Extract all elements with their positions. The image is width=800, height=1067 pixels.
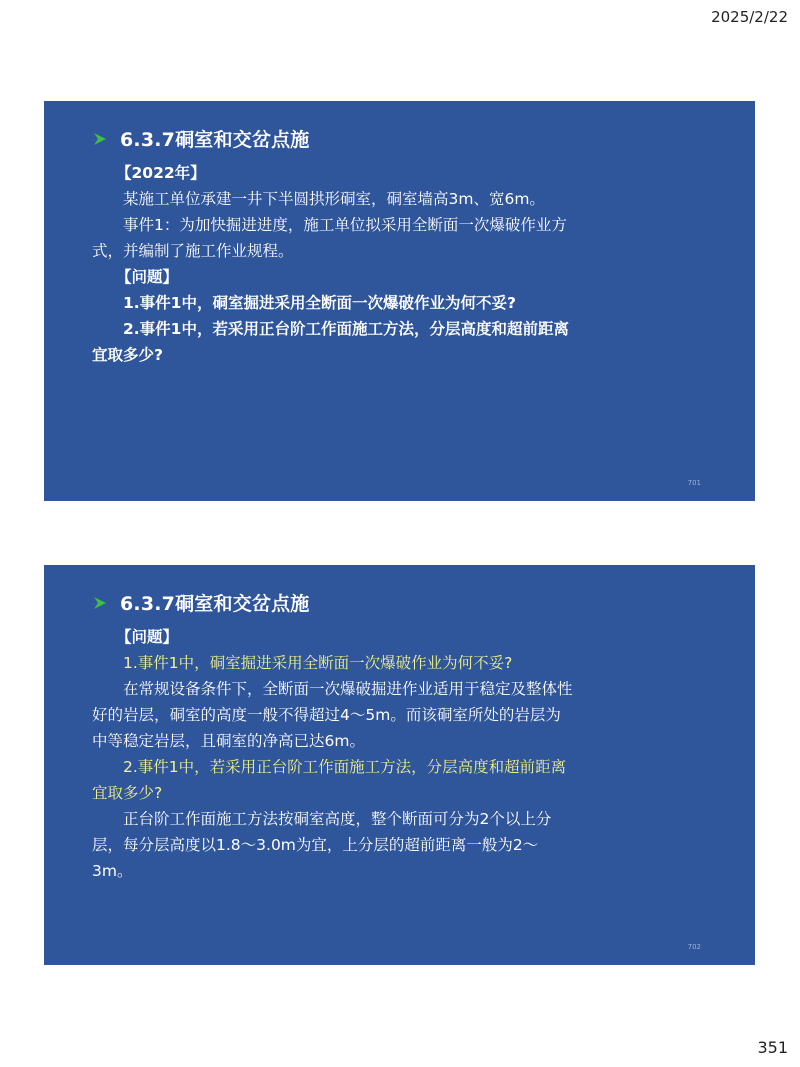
slide-body	[92, 160, 574, 368]
question-tag: 【问题】	[116, 268, 179, 286]
slide-title-row	[94, 125, 310, 152]
slide-number: 702	[687, 943, 701, 951]
question-tag: 【问题】	[116, 628, 179, 646]
page-number: 351	[757, 1038, 788, 1057]
slide-702	[44, 565, 755, 965]
question-2: 2.事件1中，若采用正台阶工作面施工方法，分层高度和超前距离宜取多少?	[92, 758, 567, 802]
event-paragraph: 事件1：为加快掘进进度，施工单位拟采用全断面一次爆破作业方式，并编制了施工作业规程。	[92, 216, 567, 260]
question-1: 1.事件1中，硐室掘进采用全断面一次爆破作业为何不妥?	[123, 294, 516, 312]
page-date: 2025/2/22	[711, 8, 788, 26]
slide-701	[44, 101, 755, 501]
case-paragraph: 某施工单位承建一井下半圆拱形硐室，硐室墙高3m、宽6m。	[123, 190, 545, 208]
question-1: 1.事件1中，硐室掘进采用全断面一次爆破作业为何不妥?	[123, 654, 513, 672]
slide-title-row	[94, 589, 310, 616]
year-tag: 【2022年】	[116, 164, 206, 182]
slide-number: 701	[687, 479, 701, 487]
slide-body	[92, 624, 574, 884]
slide-title: 6.3.7硐室和交岔点施	[120, 593, 310, 615]
arrow-bullet-icon	[94, 133, 106, 145]
answer-1: 在常规设备条件下，全断面一次爆破掘进作业适用于稳定及整体性好的岩层，硐室的高度一般不得超过4～5m。而该硐室所处的岩层为中等稳定岩层，且硐室的净高已达6m。	[92, 680, 573, 750]
answer-2: 正台阶工作面施工方法按硐室高度，整个断面可分为2个以上分层，每分层高度以1.8～3.0m为宜，上分层的超前距离一般为2～3m。	[92, 810, 552, 880]
slide-title: 6.3.7硐室和交岔点施	[120, 129, 310, 151]
question-2: 2.事件1中，若采用正台阶工作面施工方法，分层高度和超前距离宜取多少?	[92, 320, 569, 364]
arrow-bullet-icon	[94, 597, 106, 609]
